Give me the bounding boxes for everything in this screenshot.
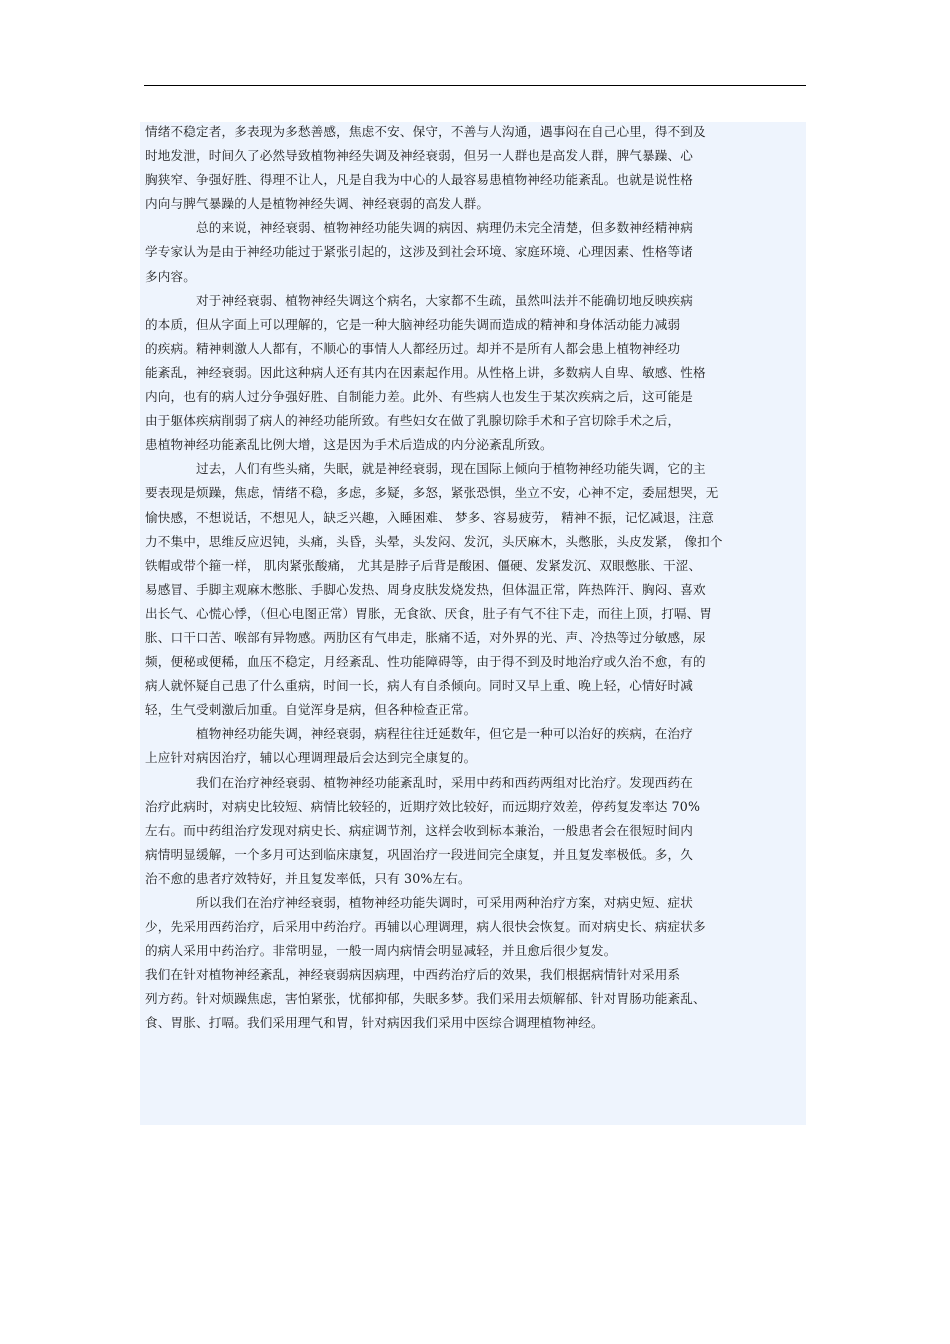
text-line: 学专家认为是由于神经功能过于紧张引起的，这涉及到社会环境、家庭环境、心理因素、性格等诸 (145, 244, 693, 260)
text-line: 频，便秘或便稀，血压不稳定，月经紊乱、性功能障碍等，由于得不到及时地治疗或久治不愈，有的 (145, 654, 706, 670)
text-line: 病情明显缓解，一个多月可达到临床康复，巩固治疗一段进间完全康复，并且复发率极低。多，久 (145, 846, 693, 862)
text-line: 上应针对病因治疗，辅以心理调理最后会达到完全康复的。 (145, 750, 477, 766)
text-line: 总的来说，神经衰弱、植物神经功能失调的病因、病理仍未完全清楚，但多数神经精神病 (196, 220, 694, 236)
text-line: 内向与脾气暴躁的人是植物神经失调、神经衰弱的高发人群。 (145, 196, 490, 212)
text-line: 时地发泄，时间久了必然导致植物神经失调及神经衰弱，但另一人群也是高发人群，脾气暴躁、心 (145, 148, 693, 164)
text-line: 轻，生气受刺激后加重。自觉浑身是病，但各种检查正常。 (145, 702, 477, 718)
text-line: 由于躯体疾病削弱了病人的神经功能所致。有些妇女在做了乳腺切除手术和子宫切除手术之后， (145, 413, 681, 429)
text-line: 多内容。 (145, 268, 196, 284)
text-line: 所以我们在治疗神经衰弱，植物神经功能失调时，可采用两种治疗方案，对病史短、症状 (196, 895, 694, 910)
header-rule (144, 85, 806, 86)
text-line: 列方药。针对烦躁焦虑，害怕紧张，忧郁抑郁，失眠多梦。我们采用去烦解郁、针对胃肠功能紊乱、 (145, 991, 706, 1007)
text-line: 愉快感，不想说话，不想见人，缺乏兴趣，入睡困难、 梦多、容易疲劳， 精神不振，记忆减退，注意 (145, 509, 715, 525)
text-line: 我们在治疗神经衰弱、植物神经功能紊乱时，采用中药和西药两组对比治疗。发现西药在 (196, 774, 694, 790)
text-line: 力不集中，思维反应迟钝，头痛，头昏，头晕，头发闷、发沉，头厌麻木，头憋胀，头皮发紧， 像扣个 (145, 533, 723, 549)
text-line: 的病人采用中药治疗。非常明显，一般一周内病情会明显减轻，并且愈后很少复发。 (145, 943, 617, 959)
text-line: 内向，也有的病人过分争强好胜、自制能力差。此外、有些病人也发生于某次疾病之后，这可能是 (145, 389, 693, 405)
text-line: 易感冒、手脚主观麻木憋胀、手脚心发热、周身皮肤发烧发热，但体温正常，阵热阵汗、胸闷、喜欢 (145, 581, 706, 597)
document-body (145, 120, 743, 1036)
text-line: 胀、口干口苦、喉部有异物感。两肋区有气串走，胀痛不适，对外界的光、声、冷热等过分敏感，尿 (145, 629, 706, 645)
text-line: 病人就怀疑自己患了什么重病，时间一长，病人有自杀倾向。同时又早上重、晚上轻，心情好时减 (145, 678, 693, 694)
text-line: 过去，人们有些头痛，失眠，就是神经衰弱，现在国际上倾向于植物神经功能失调，它的主 (196, 461, 706, 477)
text-line: 左右。而中药组治疗发现对病史长、病症调节剂，这样会收到标本兼治，一般患者会在很短时间内 (145, 822, 693, 838)
text-line: 胸狭窄、争强好胜、得理不让人，凡是自我为中心的人最容易患植物神经功能紊乱。也就是说性格 (145, 172, 693, 188)
text-line: 情绪不稳定者，多表现为多愁善感，焦虑不安、保守，不善与人沟通，遇事闷在自己心里，得不到及 (145, 124, 706, 139)
text-line: 要表现是烦躁，焦虑，情绪不稳，多虑，多疑，多怒，紧张恐惧，坐立不安，心神不定，委屈想哭，无 (145, 485, 719, 501)
text-line: 出长气、心慌心悸，（但心电图正常）胃胀，无食欲、厌食，肚子有气不往下走，而往上顶，打嗝、胃 (145, 605, 713, 621)
text-line: 我们在针对植物神经紊乱，神经衰弱病因病理，中西药治疗后的效果，我们根据病情针对采用系 (145, 967, 681, 983)
text-line: 铁帽或带个箍一样， 肌肉紧张酸痛， 尤其是脖子后背是酸困、僵硬、发紧发沉、双眼憋胀、干涩、 (145, 557, 702, 573)
text-line: 少，先采用西药治疗，后采用中药治疗。再辅以心理调理，病人很快会恢复。而对病史长、病症状多 (145, 919, 706, 935)
text-line: 的疾病。精神刺激人人都有，不顺心的事情人人都经历过。却并不是所有人都会患上植物神经功 (145, 340, 681, 356)
text-line: 的本质，但从字面上可以理解的，它是一种大脑神经功能失调而造成的精神和身体活动能力减弱 (145, 316, 681, 332)
text-line: 治疗此病时，对病史比较短、病情比较轻的，近期疗效比较好，而远期疗效差，停药复发率达 70% (145, 798, 701, 814)
text-line: 植物神经功能失调，神经衰弱，病程往往迁延数年，但它是一种可以治好的疾病，在治疗 (196, 726, 694, 742)
text-line: 对于神经衰弱、植物神经失调这个病名，大家都不生疏，虽然叫法并不能确切地反映疾病 (196, 292, 694, 308)
text-line: 食、胃胀、打嗝。我们采用理气和胃，针对病因我们采用中医综合调理植物神经。 (145, 1015, 604, 1031)
text-line: 患植物神经功能紊乱比例大增，这是因为手术后造成的内分泌紊乱所致。 (145, 437, 553, 453)
text-line: 能紊乱，神经衰弱。因此这种病人还有其内在因素起作用。从性格上讲，多数病人自卑、敏感、性格 (145, 364, 706, 380)
text-line: 治不愈的患者疗效特好，并且复发率低，只有 30%左右。 (145, 870, 471, 886)
